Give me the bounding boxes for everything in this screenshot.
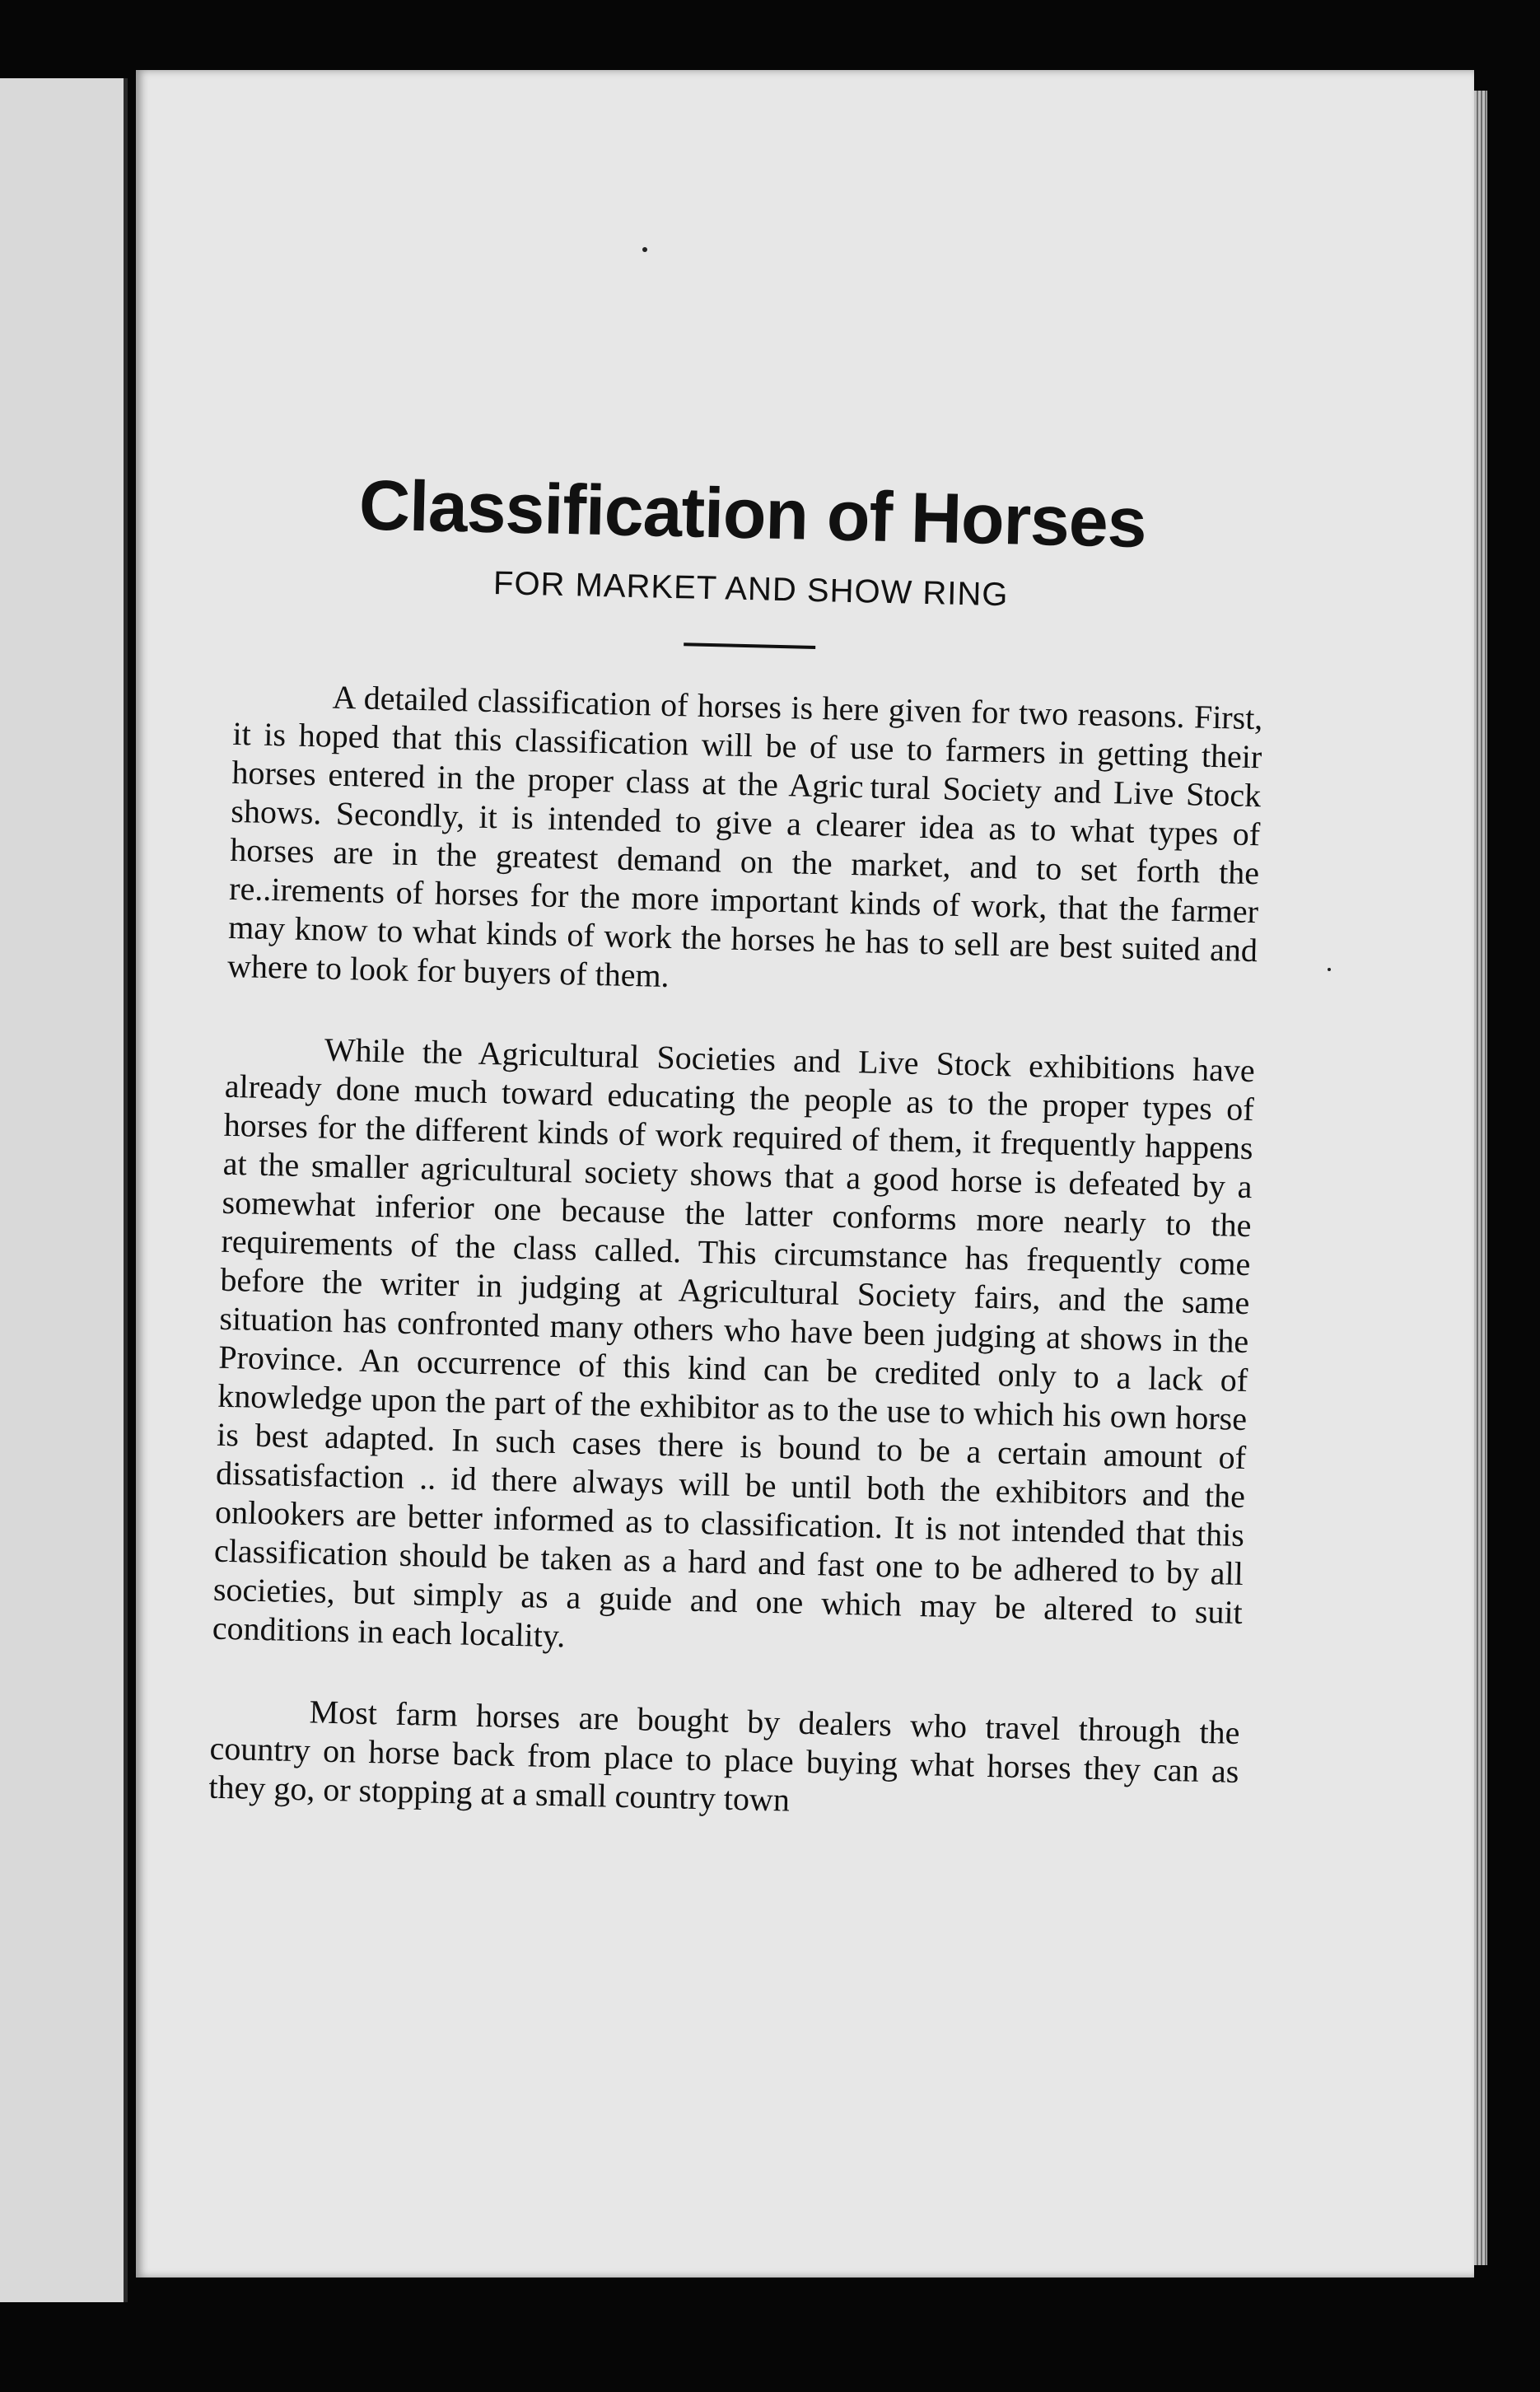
paragraph-2: While the Agricultural Societies and Live Stock exhibitions have already done much toward educating the people as to the proper types of horses for the different kinds of work required of them, it frequently happens at the smaller agricultural society shows that a good horse is defeated by a somewhat inferior one because the latter conforms more nearly to the requirements of the class called. This circumstance has frequently come before the writer in judging at Agricultural Society fairs, and the same situation has confronted many others who have been judging at shows in the Province. An occurrence of this kind can be credited only to a lack of knowledge upon the part of the exhibitor as to the use to which his own horse is best adapted. In such cases there is bound to be a certain amount of dissatisfaction .. id there always will be until both the exhibitors and the onlookers are better informed as to classification. It is not intended that this classification should be taken as a hard and fast one to be adhered to by all societies, but simply as a guide and one which may be altered to suit conditions in each locality. bbox=[212, 1030, 1256, 1655]
page-content bbox=[208, 465, 1268, 1872]
title-divider bbox=[684, 643, 815, 650]
left-page-edge bbox=[0, 78, 128, 2302]
speck bbox=[1328, 968, 1331, 971]
page-title: Classification of Horses bbox=[357, 465, 1147, 563]
paragraph-3: Most farm horses are bought by dealers who travel through the country on horse back from place to place buying what horses they can as they go, or stopping at a small country town bbox=[208, 1693, 1240, 1819]
page-subtitle: FOR MARKET AND SHOW RING bbox=[492, 565, 1009, 614]
speck bbox=[642, 247, 647, 252]
document-page bbox=[136, 70, 1474, 2278]
paragraph-1: A detailed classification of horses is here given for two reasons. First, it is hoped that this classification will be of use to farmers in getting their horses entered in the proper class at the Agric tural Society and Live Stock shows. Secondly, it is intended to give a clearer idea as to what types of horses are in the greatest demand on the market, and to set forth the re..irements of horses for the more important kinds of work, that the farmer may know to what kinds of work the horses he has to sell are best suited and where to look for buyers of them. bbox=[226, 678, 1263, 995]
